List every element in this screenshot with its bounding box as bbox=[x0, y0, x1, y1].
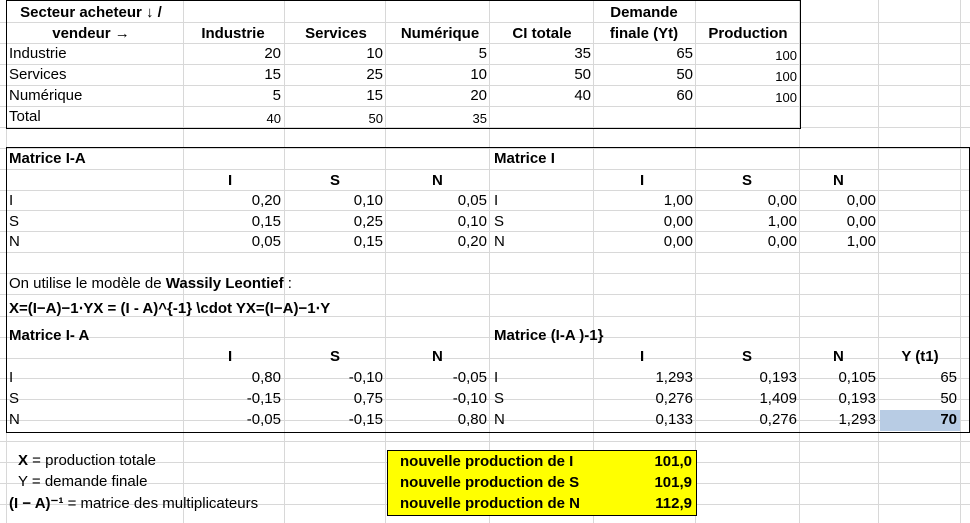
cell[interactable]: 50 bbox=[368, 111, 383, 126]
cell[interactable]: 100 bbox=[775, 69, 797, 84]
cell[interactable]: 50 bbox=[676, 66, 693, 83]
cell[interactable]: 20 bbox=[264, 45, 281, 62]
cell[interactable]: 5 bbox=[478, 45, 487, 62]
cell[interactable]: 65 bbox=[676, 45, 693, 62]
legend-y-text: = demande finale bbox=[27, 473, 148, 490]
cell[interactable]: 0,00 bbox=[767, 192, 797, 209]
row-label[interactable]: S bbox=[9, 390, 20, 407]
col-header[interactable]: N bbox=[432, 348, 443, 365]
gridline-h bbox=[0, 358, 970, 359]
cell[interactable]: 100 bbox=[775, 48, 797, 63]
cell[interactable]: -0,10 bbox=[348, 369, 383, 386]
result-value-s[interactable]: 101,9 bbox=[654, 474, 692, 491]
cell[interactable]: 0,75 bbox=[353, 390, 383, 407]
legend-m-text: = matrice des multiplicateurs bbox=[63, 495, 259, 512]
cell[interactable]: -0,15 bbox=[348, 411, 383, 428]
gridline-v bbox=[960, 0, 961, 523]
matrix-inv-title[interactable]: Matrice (I-A )-1} bbox=[494, 327, 604, 344]
cell[interactable]: -0,05 bbox=[246, 411, 281, 428]
col-header[interactable]: S bbox=[330, 348, 341, 365]
col-header[interactable]: I bbox=[228, 348, 233, 365]
y-cell-selected[interactable]: 70 bbox=[940, 411, 957, 428]
cell[interactable]: 10 bbox=[366, 45, 383, 62]
header-numerique[interactable]: Numérique bbox=[400, 25, 480, 42]
row-label[interactable]: N bbox=[9, 411, 20, 428]
legend-m-key: (I − A)⁻¹ bbox=[9, 495, 64, 512]
matrix-a-title[interactable]: Matrice I-A bbox=[9, 150, 86, 167]
gridline-v bbox=[799, 0, 800, 523]
cell[interactable]: 0,193 bbox=[759, 369, 797, 386]
col-header[interactable]: N bbox=[432, 172, 443, 189]
cell[interactable]: 0,20 bbox=[251, 192, 281, 209]
leontief-sentence[interactable] bbox=[9, 274, 509, 294]
cell[interactable]: 0,00 bbox=[846, 192, 876, 209]
leontief-suffix: : bbox=[283, 275, 292, 292]
cell[interactable]: 1,00 bbox=[663, 192, 693, 209]
cell[interactable]: 50 bbox=[574, 66, 591, 83]
col-header[interactable]: I bbox=[228, 172, 233, 189]
legend-x-key: X bbox=[18, 452, 29, 469]
cell[interactable]: 0,15 bbox=[251, 213, 281, 230]
cell[interactable]: 0,00 bbox=[663, 213, 693, 230]
legend-x[interactable] bbox=[18, 451, 318, 471]
cell[interactable]: 0,276 bbox=[759, 411, 797, 428]
col-header[interactable]: N bbox=[833, 348, 844, 365]
gridline-h bbox=[0, 441, 970, 442]
cell[interactable]: 0,10 bbox=[353, 192, 383, 209]
col-header[interactable]: N bbox=[833, 172, 844, 189]
y-cell[interactable]: 65 bbox=[940, 369, 957, 386]
row-label[interactable]: I bbox=[9, 369, 14, 386]
cell[interactable]: 0,133 bbox=[655, 411, 693, 428]
leontief-prefix: On utilise le modèle de bbox=[9, 275, 166, 292]
cell[interactable]: 0,80 bbox=[251, 369, 281, 386]
row-label[interactable]: N bbox=[494, 233, 505, 250]
legend-y-key: Y bbox=[18, 473, 28, 490]
cell[interactable]: 35 bbox=[472, 111, 487, 126]
header-industrie[interactable]: Industrie bbox=[201, 25, 265, 42]
gridline-v bbox=[6, 0, 7, 523]
corner-header-line2[interactable]: vendeur → bbox=[52, 25, 130, 42]
header-ci-totale[interactable]: CI totale bbox=[512, 25, 572, 42]
row-label[interactable]: N bbox=[9, 233, 20, 250]
matrix-i-title[interactable]: Matrice I bbox=[494, 150, 555, 167]
cell[interactable]: 25 bbox=[366, 66, 383, 83]
legend-x-text: = production totale bbox=[28, 452, 157, 469]
legend-m[interactable] bbox=[9, 494, 369, 514]
col-header[interactable]: I bbox=[640, 348, 645, 365]
col-header[interactable]: S bbox=[330, 172, 341, 189]
col-header[interactable]: S bbox=[742, 348, 753, 365]
header-demande-line2[interactable]: finale (Yt) bbox=[609, 25, 679, 42]
cell[interactable]: 40 bbox=[266, 111, 281, 126]
row-label[interactable]: S bbox=[9, 213, 20, 230]
cell[interactable]: 10 bbox=[470, 66, 487, 83]
cell[interactable]: 1,409 bbox=[759, 390, 797, 407]
row-label[interactable]: S bbox=[494, 213, 505, 230]
cell[interactable]: 0,10 bbox=[457, 213, 487, 230]
cell[interactable]: 1,293 bbox=[838, 411, 876, 428]
cell[interactable]: 35 bbox=[574, 45, 591, 62]
cell[interactable]: 0,15 bbox=[353, 233, 383, 250]
y-t1-header[interactable]: Y (t1) bbox=[901, 348, 939, 365]
row-label-numerique[interactable]: Numérique bbox=[9, 87, 83, 104]
y-cell[interactable]: 50 bbox=[940, 390, 957, 407]
leontief-formula[interactable]: X=(I−A)−1⋅YX = (I - A)^{-1} \cdot YX=(I−A)−1⋅Y bbox=[9, 300, 331, 317]
leontief-name: Wassily Leontief bbox=[165, 275, 284, 292]
cell[interactable]: 5 bbox=[272, 87, 281, 104]
row-label[interactable]: I bbox=[9, 192, 14, 209]
corner-header-line1[interactable]: Secteur acheteur ↓ / bbox=[20, 4, 162, 21]
cell[interactable]: 1,293 bbox=[655, 369, 693, 386]
cell[interactable]: 0,105 bbox=[838, 369, 876, 386]
cell[interactable]: 0,25 bbox=[353, 213, 383, 230]
cell[interactable]: 0,20 bbox=[457, 233, 487, 250]
header-production[interactable]: Production bbox=[708, 25, 788, 42]
cell[interactable]: 0,00 bbox=[846, 213, 876, 230]
cell[interactable]: -0,10 bbox=[452, 390, 487, 407]
cell[interactable]: 100 bbox=[775, 90, 797, 105]
header-services[interactable]: Services bbox=[305, 25, 367, 42]
result-value-i[interactable]: 101,0 bbox=[654, 453, 692, 470]
row-label-services[interactable]: Services bbox=[9, 66, 67, 83]
cell[interactable]: 0,276 bbox=[655, 390, 693, 407]
cell[interactable]: 0,05 bbox=[457, 192, 487, 209]
cell[interactable]: 0,00 bbox=[767, 233, 797, 250]
result-label-s[interactable]: nouvelle production de S bbox=[400, 474, 580, 491]
row-label[interactable]: S bbox=[494, 390, 505, 407]
cell[interactable]: 20 bbox=[470, 87, 487, 104]
gridline-v bbox=[878, 0, 879, 523]
cell[interactable]: 40 bbox=[574, 87, 591, 104]
cell[interactable]: 0,193 bbox=[838, 390, 876, 407]
cell[interactable]: 1,00 bbox=[767, 213, 797, 230]
result-label-n[interactable]: nouvelle production de N bbox=[400, 495, 581, 512]
row-label-industrie[interactable]: Industrie bbox=[9, 45, 67, 62]
cell[interactable]: -0,15 bbox=[246, 390, 281, 407]
cell[interactable]: 15 bbox=[366, 87, 383, 104]
gridline-h bbox=[0, 252, 970, 253]
row-label[interactable]: N bbox=[494, 411, 505, 428]
col-header[interactable]: S bbox=[742, 172, 753, 189]
cell[interactable]: -0,05 bbox=[452, 369, 487, 386]
legend-y[interactable] bbox=[18, 472, 318, 492]
result-value-n[interactable]: 112,9 bbox=[655, 495, 692, 512]
gridline-h bbox=[0, 169, 970, 170]
cell[interactable]: 60 bbox=[676, 87, 693, 104]
cell[interactable]: 0,80 bbox=[457, 411, 487, 428]
cell[interactable]: 15 bbox=[264, 66, 281, 83]
cell[interactable]: 0,05 bbox=[251, 233, 281, 250]
result-label-i[interactable]: nouvelle production de I bbox=[400, 453, 574, 470]
row-label[interactable]: I bbox=[494, 192, 499, 209]
cell[interactable]: 1,00 bbox=[846, 233, 876, 250]
header-demande-line1[interactable]: Demande bbox=[610, 4, 678, 21]
cell[interactable]: 0,00 bbox=[663, 233, 693, 250]
row-label-total[interactable]: Total bbox=[9, 108, 41, 125]
row-label[interactable]: I bbox=[494, 369, 499, 386]
col-header[interactable]: I bbox=[640, 172, 645, 189]
gridline-h bbox=[0, 294, 970, 295]
matrix-ia-title[interactable]: Matrice I- A bbox=[9, 327, 90, 344]
